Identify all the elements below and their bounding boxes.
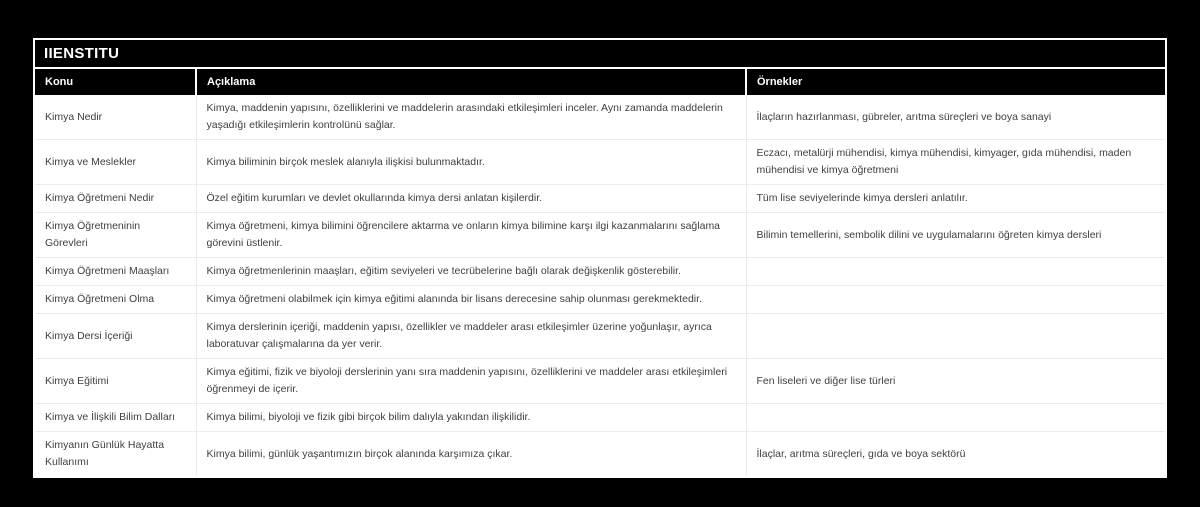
cell-ornekler: Fen liseleri ve diğer lise türleri	[746, 359, 1165, 404]
table-row	[35, 185, 1165, 213]
cell-konu: Kimya Dersi İçeriği	[35, 314, 196, 359]
cell-konu: Kimya Öğretmeni Nedir	[35, 185, 196, 213]
table-header-row	[35, 69, 1165, 95]
cell-aciklama: Kimya bilimi, günlük yaşantımızın birçok alanında karşımıza çıkar.	[196, 432, 746, 477]
table-row	[35, 404, 1165, 432]
cell-ornekler: Eczacı, metalürji mühendisi, kimya mühendisi, kimyager, gıda mühendisi, maden mühendisi ve kimya öğretmeni	[746, 140, 1165, 185]
cell-konu: Kimya Öğretmeni Maaşları	[35, 258, 196, 286]
cell-aciklama: Özel eğitim kurumları ve devlet okullarında kimya dersi anlatan kişilerdir.	[196, 185, 746, 213]
cell-konu: Kimya Eğitimi	[35, 359, 196, 404]
table-row	[35, 95, 1165, 140]
cell-ornekler	[746, 404, 1165, 432]
table-row	[35, 213, 1165, 258]
cell-konu: Kimyanın Günlük Hayatta Kullanımı	[35, 432, 196, 477]
column-header-aciklama: Açıklama	[196, 69, 746, 95]
table-row	[35, 432, 1165, 477]
table-row	[35, 359, 1165, 404]
brand-header	[35, 40, 1165, 69]
cell-aciklama: Kimya öğretmenlerinin maaşları, eğitim seviyeleri ve tecrübelerine bağlı olarak değişkenlik gösterebilir.	[196, 258, 746, 286]
cell-konu: Kimya ve İlişkili Bilim Dalları	[35, 404, 196, 432]
cell-ornekler: Tüm lise seviyelerinde kimya dersleri anlatılır.	[746, 185, 1165, 213]
column-header-ornekler: Örnekler	[746, 69, 1165, 95]
cell-ornekler: Bilimin temellerini, sembolik dilini ve uygulamalarını öğreten kimya dersleri	[746, 213, 1165, 258]
cell-aciklama: Kimya öğretmeni, kimya bilimini öğrencilere aktarma ve onların kimya bilimine karşı ilgi kazanmalarını sağlama görevini üstlenir.	[196, 213, 746, 258]
cell-ornekler: İlaçların hazırlanması, gübreler, arıtma süreçleri ve boya sanayi	[746, 95, 1165, 140]
table-row	[35, 286, 1165, 314]
cell-aciklama: Kimya bilimi, biyoloji ve fizik gibi birçok bilim dalıyla yakından ilişkilidir.	[196, 404, 746, 432]
cell-aciklama: Kimya eğitimi, fizik ve biyoloji derslerinin yanı sıra maddenin yapısını, özelliklerini ve maddeler arası etkileşimleri öğrenmeyi de içerir.	[196, 359, 746, 404]
cell-konu: Kimya Öğretmeninin Görevleri	[35, 213, 196, 258]
cell-aciklama: Kimya derslerinin içeriği, maddenin yapısı, özellikler ve maddeler arası etkileşimler üzerine yoğunlaşır, ayrıca laboratuvar çalışmalarına da yer verir.	[196, 314, 746, 359]
cell-konu: Kimya ve Meslekler	[35, 140, 196, 185]
cell-ornekler	[746, 314, 1165, 359]
table-row	[35, 258, 1165, 286]
cell-konu: Kimya Öğretmeni Olma	[35, 286, 196, 314]
table-row	[35, 140, 1165, 185]
cell-aciklama: Kimya, maddenin yapısını, özelliklerini ve maddelerin arasındaki etkileşimleri inceler. Aynı zamanda maddelerin yaşadığı etkileşimlerin kontrolünü sağlar.	[196, 95, 746, 140]
content-table	[35, 69, 1165, 476]
cell-ornekler	[746, 258, 1165, 286]
column-header-konu: Konu	[35, 69, 196, 95]
table-row	[35, 314, 1165, 359]
cell-aciklama: Kimya öğretmeni olabilmek için kimya eğitimi alanında bir lisans derecesine sahip olunması gerekmektedir.	[196, 286, 746, 314]
cell-konu: Kimya Nedir	[35, 95, 196, 140]
cell-ornekler	[746, 286, 1165, 314]
table-card	[33, 38, 1167, 478]
brand-title: IIENSTITU	[44, 45, 120, 62]
cell-aciklama: Kimya biliminin birçok meslek alanıyla ilişkisi bulunmaktadır.	[196, 140, 746, 185]
cell-ornekler: İlaçlar, arıtma süreçleri, gıda ve boya sektörü	[746, 432, 1165, 477]
